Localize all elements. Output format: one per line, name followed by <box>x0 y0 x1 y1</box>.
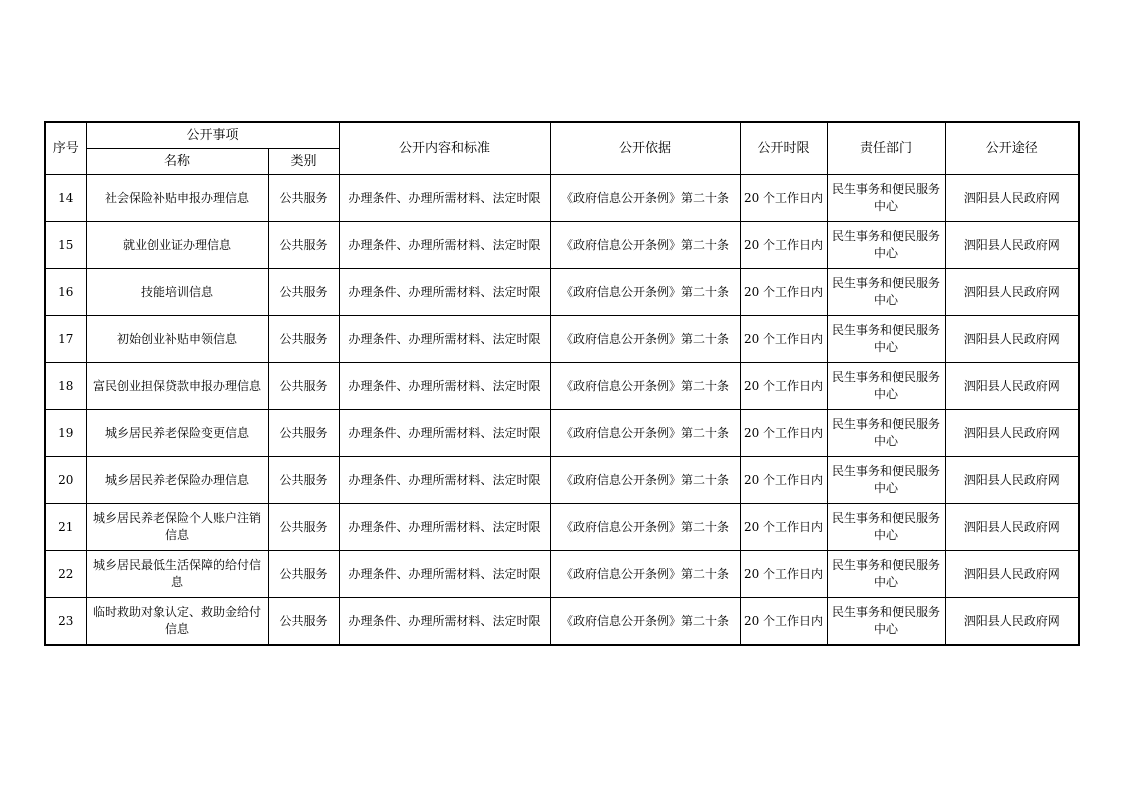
cell-name: 富民创业担保贷款申报办理信息 <box>86 363 268 410</box>
cell-name: 城乡居民养老保险个人账户注销信息 <box>86 504 268 551</box>
cell-basis: 《政府信息公开条例》第二十条 <box>550 222 740 269</box>
cell-name: 城乡居民养老保险变更信息 <box>86 410 268 457</box>
header-time-limit: 公开时限 <box>740 122 827 175</box>
cell-basis: 《政府信息公开条例》第二十条 <box>550 175 740 222</box>
cell-content: 办理条件、办理所需材料、法定时限 <box>339 316 550 363</box>
cell-basis: 《政府信息公开条例》第二十条 <box>550 551 740 598</box>
cell-seq: 17 <box>45 316 86 363</box>
header-name: 名称 <box>86 149 268 175</box>
table-row <box>45 551 1079 598</box>
cell-basis: 《政府信息公开条例》第二十条 <box>550 598 740 646</box>
cell-content: 办理条件、办理所需材料、法定时限 <box>339 363 550 410</box>
cell-department: 民生事务和便民服务中心 <box>827 410 945 457</box>
table-row <box>45 457 1079 504</box>
table-row <box>45 222 1079 269</box>
cell-basis: 《政府信息公开条例》第二十条 <box>550 410 740 457</box>
cell-time-limit: 20 个工作日内 <box>740 598 827 646</box>
cell-time-limit: 20 个工作日内 <box>740 222 827 269</box>
cell-seq: 19 <box>45 410 86 457</box>
cell-name: 就业创业证办理信息 <box>86 222 268 269</box>
cell-time-limit: 20 个工作日内 <box>740 551 827 598</box>
cell-seq: 14 <box>45 175 86 222</box>
cell-category: 公共服务 <box>268 316 339 363</box>
header-row-1 <box>45 122 1079 149</box>
cell-content: 办理条件、办理所需材料、法定时限 <box>339 457 550 504</box>
table-row <box>45 363 1079 410</box>
cell-channel: 泗阳县人民政府网 <box>945 504 1079 551</box>
cell-department: 民生事务和便民服务中心 <box>827 551 945 598</box>
header-channel: 公开途径 <box>945 122 1079 175</box>
table-row <box>45 269 1079 316</box>
cell-channel: 泗阳县人民政府网 <box>945 457 1079 504</box>
cell-content: 办理条件、办理所需材料、法定时限 <box>339 222 550 269</box>
header-basis: 公开依据 <box>550 122 740 175</box>
cell-basis: 《政府信息公开条例》第二十条 <box>550 457 740 504</box>
cell-department: 民生事务和便民服务中心 <box>827 363 945 410</box>
cell-content: 办理条件、办理所需材料、法定时限 <box>339 551 550 598</box>
cell-seq: 16 <box>45 269 86 316</box>
cell-channel: 泗阳县人民政府网 <box>945 363 1079 410</box>
header-item-group: 公开事项 <box>86 122 339 149</box>
cell-content: 办理条件、办理所需材料、法定时限 <box>339 269 550 316</box>
header-content: 公开内容和标准 <box>339 122 550 175</box>
cell-basis: 《政府信息公开条例》第二十条 <box>550 316 740 363</box>
cell-category: 公共服务 <box>268 175 339 222</box>
cell-channel: 泗阳县人民政府网 <box>945 222 1079 269</box>
cell-name: 技能培训信息 <box>86 269 268 316</box>
cell-category: 公共服务 <box>268 504 339 551</box>
cell-time-limit: 20 个工作日内 <box>740 316 827 363</box>
cell-seq: 15 <box>45 222 86 269</box>
cell-seq: 20 <box>45 457 86 504</box>
cell-name: 城乡居民养老保险办理信息 <box>86 457 268 504</box>
cell-time-limit: 20 个工作日内 <box>740 457 827 504</box>
cell-department: 民生事务和便民服务中心 <box>827 504 945 551</box>
cell-time-limit: 20 个工作日内 <box>740 175 827 222</box>
cell-time-limit: 20 个工作日内 <box>740 363 827 410</box>
disclosure-table <box>44 121 1080 646</box>
cell-basis: 《政府信息公开条例》第二十条 <box>550 269 740 316</box>
table-row <box>45 504 1079 551</box>
cell-content: 办理条件、办理所需材料、法定时限 <box>339 504 550 551</box>
cell-content: 办理条件、办理所需材料、法定时限 <box>339 175 550 222</box>
cell-category: 公共服务 <box>268 363 339 410</box>
header-seq: 序号 <box>45 122 86 175</box>
cell-content: 办理条件、办理所需材料、法定时限 <box>339 598 550 646</box>
cell-time-limit: 20 个工作日内 <box>740 504 827 551</box>
cell-channel: 泗阳县人民政府网 <box>945 410 1079 457</box>
cell-content: 办理条件、办理所需材料、法定时限 <box>339 410 550 457</box>
cell-time-limit: 20 个工作日内 <box>740 410 827 457</box>
cell-time-limit: 20 个工作日内 <box>740 269 827 316</box>
cell-department: 民生事务和便民服务中心 <box>827 175 945 222</box>
cell-seq: 22 <box>45 551 86 598</box>
table-row <box>45 175 1079 222</box>
cell-name: 城乡居民最低生活保障的给付信息 <box>86 551 268 598</box>
cell-category: 公共服务 <box>268 410 339 457</box>
cell-department: 民生事务和便民服务中心 <box>827 316 945 363</box>
cell-department: 民生事务和便民服务中心 <box>827 598 945 646</box>
cell-department: 民生事务和便民服务中心 <box>827 222 945 269</box>
cell-channel: 泗阳县人民政府网 <box>945 598 1079 646</box>
cell-channel: 泗阳县人民政府网 <box>945 316 1079 363</box>
table-row <box>45 316 1079 363</box>
header-department: 责任部门 <box>827 122 945 175</box>
cell-category: 公共服务 <box>268 551 339 598</box>
cell-name: 社会保险补贴申报办理信息 <box>86 175 268 222</box>
table-row <box>45 410 1079 457</box>
cell-channel: 泗阳县人民政府网 <box>945 175 1079 222</box>
cell-category: 公共服务 <box>268 598 339 646</box>
cell-category: 公共服务 <box>268 222 339 269</box>
cell-name: 临时救助对象认定、救助金给付信息 <box>86 598 268 646</box>
cell-channel: 泗阳县人民政府网 <box>945 551 1079 598</box>
cell-seq: 21 <box>45 504 86 551</box>
cell-name: 初始创业补贴申领信息 <box>86 316 268 363</box>
header-category: 类别 <box>268 149 339 175</box>
cell-department: 民生事务和便民服务中心 <box>827 457 945 504</box>
cell-department: 民生事务和便民服务中心 <box>827 269 945 316</box>
cell-basis: 《政府信息公开条例》第二十条 <box>550 504 740 551</box>
cell-channel: 泗阳县人民政府网 <box>945 269 1079 316</box>
cell-seq: 23 <box>45 598 86 646</box>
cell-seq: 18 <box>45 363 86 410</box>
cell-category: 公共服务 <box>268 269 339 316</box>
cell-basis: 《政府信息公开条例》第二十条 <box>550 363 740 410</box>
table-row <box>45 598 1079 646</box>
cell-category: 公共服务 <box>268 457 339 504</box>
